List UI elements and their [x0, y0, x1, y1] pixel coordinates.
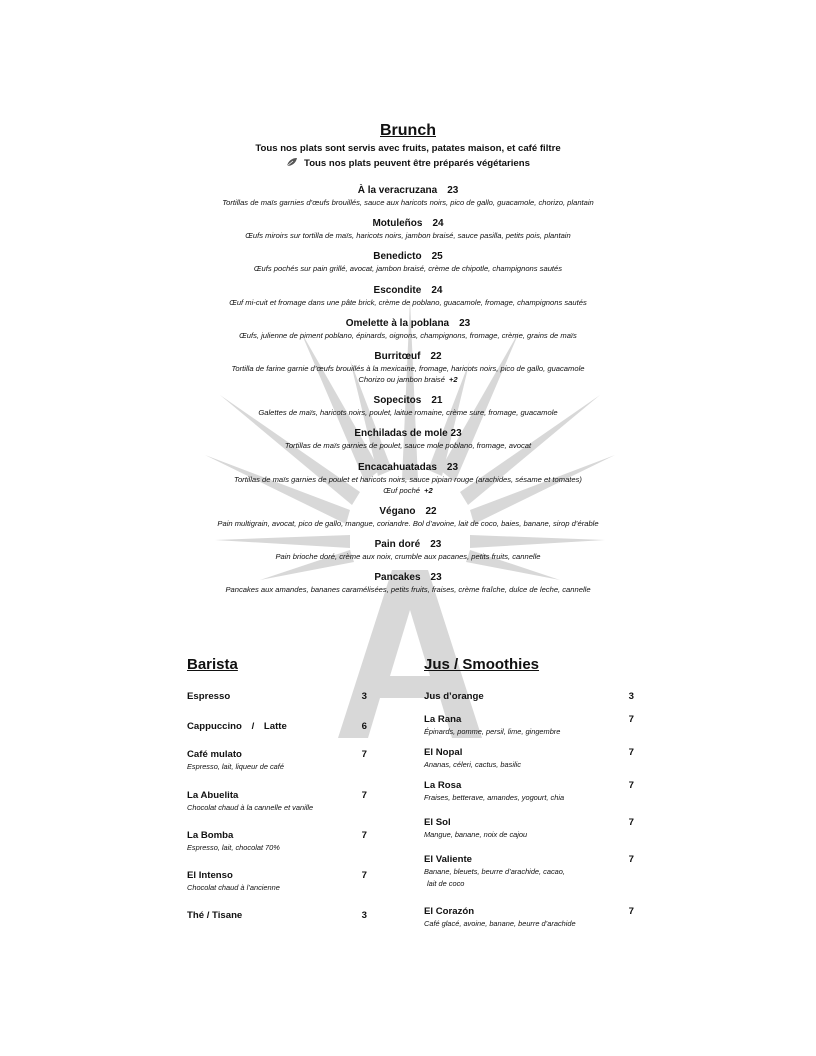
drink-name: El Intenso — [187, 870, 233, 881]
dish-extra-text: Chorizo ou jambon braisé — [358, 374, 445, 384]
dish-extra-price: +2 — [448, 374, 458, 384]
brunch-subtitle: Tous nos plats sont servis avec fruits, patates maison, et café filtre — [255, 143, 561, 154]
drink-name-cappuccino: Cappuccino — [187, 721, 242, 732]
leaf-icon — [286, 157, 298, 167]
drink-item — [424, 690, 634, 713]
dish-extra-price: +2 — [424, 485, 433, 495]
drink-item — [424, 816, 634, 853]
dish-item — [0, 184, 816, 208]
drink-name: La Rana — [424, 714, 462, 725]
drink-description: Chocolat chaud à l’ancienne — [187, 883, 280, 892]
drink-price: 7 — [361, 870, 367, 881]
dish-name: Escondite — [373, 284, 422, 296]
dish-name: À la veracruzana — [357, 185, 438, 196]
dish-description: Pain multigrain, avocat, pico de gallo, mangue, coriandre. Bol d’avoine, lait de coco, baies, banane, sirop d’érable — [217, 518, 599, 528]
drink-description: Mangue, banane, noix de cajou — [424, 830, 528, 839]
drink-item — [424, 779, 634, 816]
dish-extra-text: Œuf poché — [383, 485, 421, 495]
dish-name: Végano — [379, 505, 416, 517]
dish-price: 24 — [432, 218, 444, 230]
drink-description: Banane, bleuets, beurre d’arachide, cacao, — [424, 867, 565, 876]
dish-description: Galettes de maïs, haricots noirs, poulet, laitue romaine, crème sure, fromage, guacamole — [258, 408, 558, 418]
drink-description: Espresso, lait, chocolat 70% — [187, 843, 280, 852]
drink-price: 7 — [628, 817, 634, 828]
dish-item — [0, 217, 816, 241]
drink-price: 3 — [361, 910, 367, 921]
drink-item — [424, 713, 634, 746]
dish-description: Tortillas de maïs garnies de poulet et haricots noirs, sauce pipian rouge (arachides, sésame et tomates) — [234, 474, 582, 484]
drink-item — [424, 905, 634, 930]
drink-price: 7 — [628, 906, 634, 917]
brunch-title: Brunch — [380, 122, 436, 139]
drink-description-continued: lait de coco — [427, 879, 465, 888]
drink-item — [187, 690, 367, 720]
dish-price: 22 — [425, 505, 437, 517]
drink-name-latte: Latte — [263, 721, 287, 732]
dish-price: 22 — [430, 350, 442, 362]
dish-extra — [0, 485, 816, 496]
dish-name: Enchiladas de mole — [354, 428, 448, 440]
drink-description: Chocolat chaud à la cannelle et vanille — [187, 803, 314, 812]
vegetarian-note — [0, 157, 816, 169]
dish-price: 24 — [431, 284, 443, 296]
dish-description: Pain brioche doré, crème aux noix, crumble aux pacanes, petits fruits, cannelle — [275, 551, 541, 561]
drink-name — [187, 720, 367, 733]
dish-description: Tortillas de maïs garnies de poulet, sauce mole poblano, fromage, avocat — [284, 441, 532, 451]
drink-price: 7 — [628, 714, 634, 725]
drink-item — [187, 909, 367, 922]
drink-name: El Sol — [424, 817, 451, 828]
dish-description: Œufs, julienne de piment poblano, épinards, oignons, champignons, fromage, crème, grains de maïs — [239, 330, 577, 340]
barista-title: Barista — [187, 656, 238, 673]
drink-description: Espresso, lait, liqueur de café — [187, 762, 284, 771]
drink-price: 7 — [361, 749, 367, 760]
drink-name: La Bomba — [187, 830, 234, 841]
dish-description: Tortilla de farine garnie d’œufs brouillés à la mexicaine, fromage, haricots noirs, pico de gallo, guacamole — [231, 363, 585, 373]
dish-name: Motuleños — [372, 218, 423, 230]
drink-item — [187, 829, 367, 869]
drink-item — [187, 789, 367, 829]
juice-section — [424, 656, 634, 930]
dish-price: 23 — [446, 461, 459, 473]
dish-name: Pain doré — [374, 538, 421, 550]
dish-description: Œufs pochés sur pain grillé, avocat, jambon braisé, crème de chipotle, champignons sautés — [253, 264, 563, 274]
dish-name: Pancakes — [374, 572, 421, 584]
drink-name-separator: / — [251, 721, 255, 732]
drink-item — [424, 853, 634, 905]
drink-item — [424, 746, 634, 779]
drink-name: Thé / Tisane — [187, 910, 243, 921]
dish-name: Sopecitos — [373, 395, 422, 407]
dish-description: Tortillas de maïs garnies d’œufs brouillés, sauce aux haricots noirs, pico de gallo, guacamole, chorizo, plantain — [222, 198, 594, 207]
drink-price: 3 — [361, 691, 367, 702]
dish-price: 25 — [431, 251, 443, 263]
drink-name: El Valiente — [424, 854, 472, 865]
drink-name: El Nopal — [424, 747, 463, 758]
dish-name: Benedicto — [373, 251, 422, 263]
drink-name: Espresso — [187, 691, 231, 702]
dish-price: 23 — [459, 317, 471, 329]
dish-price: 21 — [431, 395, 443, 407]
barista-section — [187, 656, 367, 922]
drink-price: 7 — [361, 790, 367, 801]
drink-item — [187, 748, 367, 789]
drink-price: 7 — [628, 854, 634, 865]
drink-description: Fraises, betterave, amandes, yogourt, chia — [424, 793, 565, 802]
drink-item — [187, 720, 367, 748]
juice-title: Jus / Smoothies — [424, 656, 540, 673]
dish-item — [0, 284, 816, 308]
dish-item — [0, 250, 816, 274]
drink-description: Épinards, pomme, persil, lime, gingembre — [424, 727, 561, 736]
dish-item — [0, 394, 816, 418]
drink-description: Ananas, céleri, cactus, basilic — [424, 760, 521, 769]
dish-name: Encacahuatadas — [357, 461, 437, 473]
drink-price: 6 — [361, 721, 367, 732]
dish-extra — [0, 374, 816, 385]
dish-item — [0, 317, 816, 341]
dish-description: Œufs miroirs sur tortilla de maïs, haricots noirs, jambon braisé, sauce pasilla, petits pois, plantain — [245, 231, 571, 241]
dish-item — [0, 571, 816, 595]
dish-item — [0, 538, 816, 562]
drink-item — [187, 869, 367, 909]
dish-description: Œuf mi-cuit et fromage dans une pâte brick, crème de poblano, guacamole, fromage, champignons sautés — [229, 297, 587, 307]
vegetarian-note-text: Tous nos plats peuvent être préparés végétariens — [304, 158, 530, 169]
dish-name: Omelette à la poblana — [345, 317, 450, 329]
dish-price: 23 — [430, 572, 442, 584]
drink-name: El Corazón — [424, 906, 475, 917]
drink-price: 7 — [628, 747, 634, 758]
drink-description: Café glacé, avoine, banane, beurre d’arachide — [424, 919, 576, 928]
dish-item — [0, 505, 816, 529]
dish-price: 23 — [430, 538, 442, 550]
drink-name: La Abuelita — [187, 790, 239, 801]
dish-price: 23 — [447, 185, 459, 196]
drink-price: 7 — [628, 780, 634, 791]
dish-item — [0, 461, 816, 496]
dish-item — [0, 350, 816, 385]
dish-price: 23 — [450, 428, 462, 440]
drink-price: 7 — [361, 830, 367, 841]
drink-price: 3 — [628, 691, 634, 702]
dish-item — [0, 427, 816, 451]
drink-name: Café mulato — [187, 749, 242, 760]
drink-name: Jus d’orange — [424, 691, 484, 702]
brunch-dish-list — [0, 184, 816, 604]
drink-name: La Rosa — [424, 780, 462, 791]
dish-description: Pancakes aux amandes, bananes caramélisées, petits fruits, fraises, crème fraîche, dulce de leche, cannelle — [225, 585, 591, 595]
dish-name: Burritœuf — [374, 350, 421, 362]
